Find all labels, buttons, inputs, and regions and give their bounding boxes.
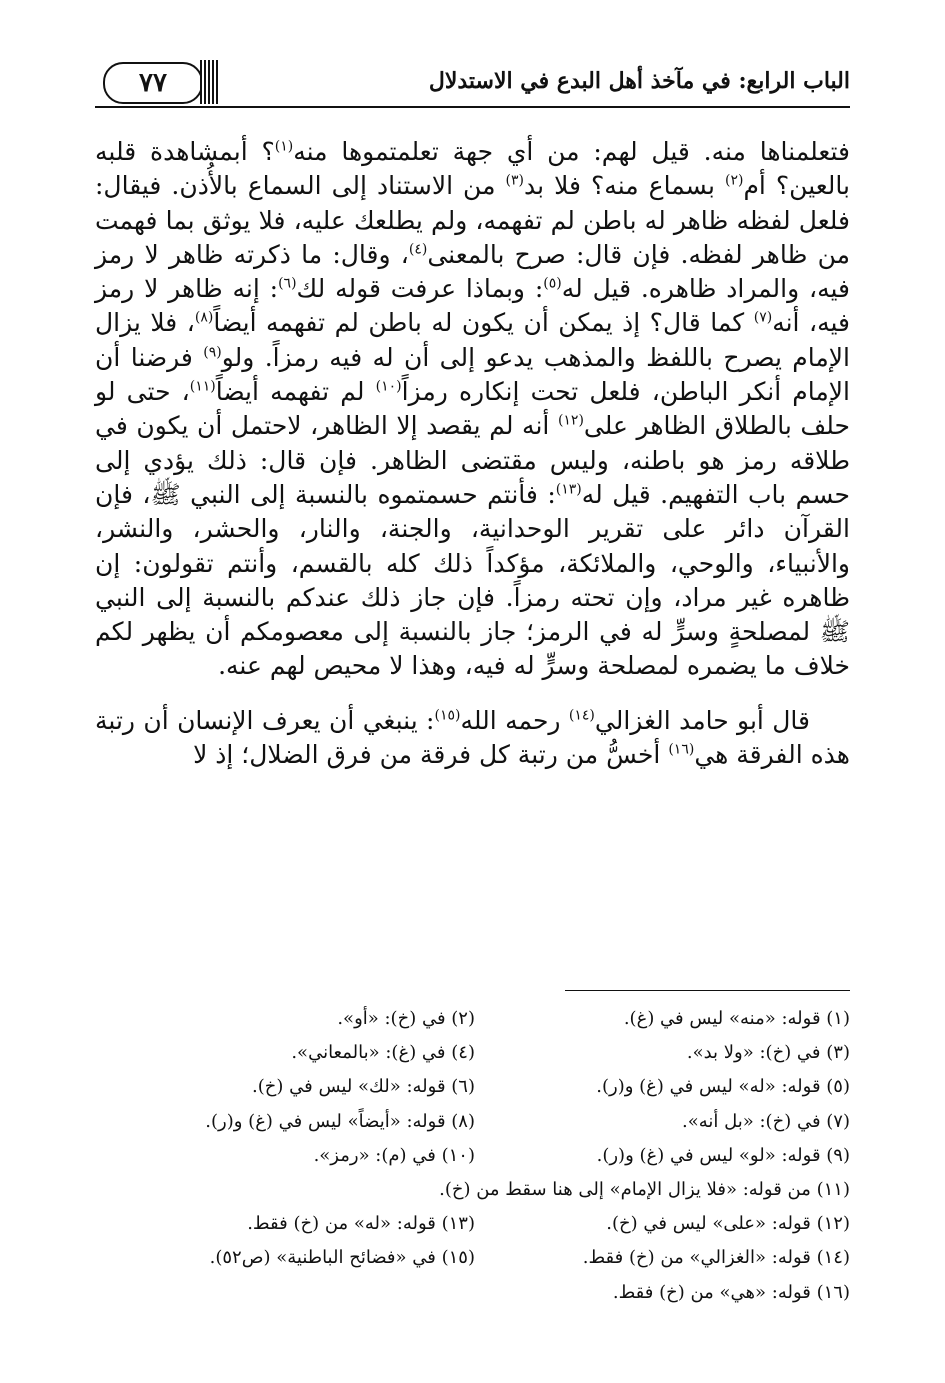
footnote-row bbox=[95, 1139, 850, 1173]
footnote-marker: (١٣) bbox=[555, 481, 582, 498]
text-run: : ينبغي أن يعرف الإنسان أن رتبة هذه الفرقة هي bbox=[95, 705, 850, 770]
text-run: أخسُّ من رتبة كل فرقة من فرق الضلال؛ إذ لا bbox=[193, 740, 669, 770]
page-number: ٧٧ bbox=[103, 62, 203, 104]
footnote-row bbox=[95, 1105, 850, 1139]
footnote-marker: (٩) bbox=[203, 344, 222, 361]
page-header bbox=[95, 58, 850, 108]
text-run: من الاستناد إلى السماع بالأُذن. فيقال: فلعل لفظه ظاهر له باطن لم تفهمه، ولم يطلعك عليه، فلا يوثق بما فهمت من ظاهر لفظه. فإن قال: صرح بالمعنى bbox=[95, 171, 851, 269]
footnote-separator bbox=[565, 990, 850, 991]
footnote-marker: (٥) bbox=[543, 275, 562, 292]
footnote-marker: (١٦) bbox=[668, 741, 695, 758]
footnote: (٢) في (خ): «أو». bbox=[337, 1008, 475, 1029]
footnote: (١٢) قوله: «على» ليس في (خ). bbox=[606, 1213, 850, 1235]
ornament-bars bbox=[200, 60, 218, 104]
footnote: (٥) قوله: «له» ليس في (غ) و(ر). bbox=[596, 1076, 850, 1098]
footnote-row bbox=[95, 1207, 850, 1241]
footnote-row bbox=[95, 1070, 850, 1104]
header-rule bbox=[95, 106, 850, 108]
text-run: فتعلمناها منه. قيل لهم: من أي جهة تعلمتموها منه bbox=[293, 137, 850, 166]
text-run: : إنه ظاهر لا رمز فيه، أنه bbox=[95, 274, 850, 338]
paragraph-2 bbox=[95, 704, 850, 773]
text-run: قال أبو حامد الغزالي bbox=[594, 705, 811, 735]
footnote: (٦) قوله: «لك» ليس في (خ). bbox=[252, 1076, 475, 1098]
footnote-row bbox=[95, 1173, 850, 1207]
text-run: أنه لم يقصد إلا الظاهر، لاحتمل أن يكون في طلاقه رمز هو باطنه، وليس مقتضى الظاهر. فإن قال: ذلك يؤدي إلى حسم باب التفهيم. قيل له bbox=[95, 411, 850, 509]
footnote-marker: (١) bbox=[274, 138, 294, 155]
footnote-marker: (١٥) bbox=[434, 707, 461, 724]
footnote-marker: (٨) bbox=[194, 310, 214, 327]
footnote-marker: (١١) bbox=[189, 378, 216, 395]
footnote: (١٠) في (م): «رمز». bbox=[313, 1144, 475, 1166]
footnote-row bbox=[95, 1241, 850, 1275]
text-run: لم تفهمه أيضاً bbox=[215, 377, 376, 407]
text-run: ؟ أبمشاهدة قلبه بالعين؟ أم bbox=[95, 137, 850, 201]
footnote: (٤) في (غ): «بالمعاني». bbox=[291, 1042, 475, 1064]
text-run: بسماع منه؟ فلا بد bbox=[524, 171, 725, 201]
main-text bbox=[95, 135, 850, 772]
footnote: (١٤) قوله: «الغزالي» من (خ) فقط. bbox=[582, 1247, 850, 1269]
footnote: (١١) من قوله: «فلا يزال الإمام» إلى هنا سقط من (خ). bbox=[439, 1178, 850, 1200]
footnote: (٨) قوله: «أيضاً» ليس في (غ) و(ر). bbox=[205, 1110, 475, 1132]
footnote-marker: (٢) bbox=[724, 172, 744, 189]
footnote-marker: (٧) bbox=[753, 310, 773, 327]
text-run: فرضنا أن الإمام أنكر الباطن، فلعل تحت إنكاره رمزاً bbox=[95, 342, 850, 407]
footnote: (١) قوله: «منه» ليس في (غ). bbox=[623, 1008, 850, 1029]
footnotes bbox=[95, 1002, 850, 1310]
text-run: ، حتى لو حلف بالطلاق الظاهر على bbox=[95, 377, 850, 441]
footnote-marker: (٣) bbox=[505, 172, 524, 189]
paragraph-1 bbox=[95, 135, 850, 684]
footnote-marker: (١٠) bbox=[375, 378, 402, 395]
footnote-marker: (٦) bbox=[278, 275, 297, 292]
footnote: (٩) قوله: «لو» ليس في (غ) و(ر). bbox=[596, 1144, 850, 1166]
footnote-row bbox=[95, 1276, 850, 1310]
text-run: : فأنتم حسمتموه بالنسبة إلى النبي ﷺ، فإن القرآن دائر على تقرير الوحدانية، والجنة، والنار، والحشر، والنشر، والأنبياء، والوحي، والملائكة، مؤكداً ذلك كله بالقسم، وأنتم تقولون: إن ظاهره غير مراد، وإن تحته رمزاً. فإن جاز ذلك عندكم بالنسبة إلى النبي ﷺ لمصلحةٍ وسرٍّ له في الرمز؛ جاز بالنسبة إلى معصومكم أن يظهر لكم خلاف ما يضمره لمصلحة وسرٍّ له فيه، وهذا لا محيص لهم عنه. bbox=[95, 479, 850, 681]
footnote: (١٥) في «فضائح الباطنية» (ص٥٢). bbox=[209, 1247, 475, 1269]
footnote: (٣) في (خ): «ولا بد». bbox=[686, 1042, 850, 1064]
text-run: ، فلا يزال الإمام يصرح باللفظ والمذهب يدعو إلى أن له فيه رمزاً. ولو bbox=[95, 308, 850, 372]
footnote-marker: (٤) bbox=[408, 241, 428, 258]
footnote-row bbox=[95, 1002, 850, 1036]
text-run: رحمه الله bbox=[460, 705, 569, 735]
footnote: (٧) في (خ): «بل أنه». bbox=[682, 1110, 850, 1132]
footnote: (١٦) قوله: «هي» من (خ) فقط. bbox=[612, 1281, 850, 1303]
running-title: الباب الرابع: في مآخذ أهل البدع في الاستدلال bbox=[428, 68, 850, 94]
footnote-marker: (١٤) bbox=[568, 707, 595, 724]
footnote-marker: (١٢) bbox=[557, 413, 584, 430]
footnote: (١٣) قوله: «له» من (خ) فقط. bbox=[247, 1213, 475, 1235]
footnote-row bbox=[95, 1036, 850, 1070]
text-run: ، وقال: ما ذكرته ظاهر لا رمز فيه، والمراد ظاهره. قيل له bbox=[95, 239, 850, 304]
text-run: كما قال؟ إذ يمكن أن يكون له باطن لم تفهمه أيضاً bbox=[213, 308, 754, 338]
text-run: : وبماذا عرفت قوله لك bbox=[296, 274, 544, 304]
